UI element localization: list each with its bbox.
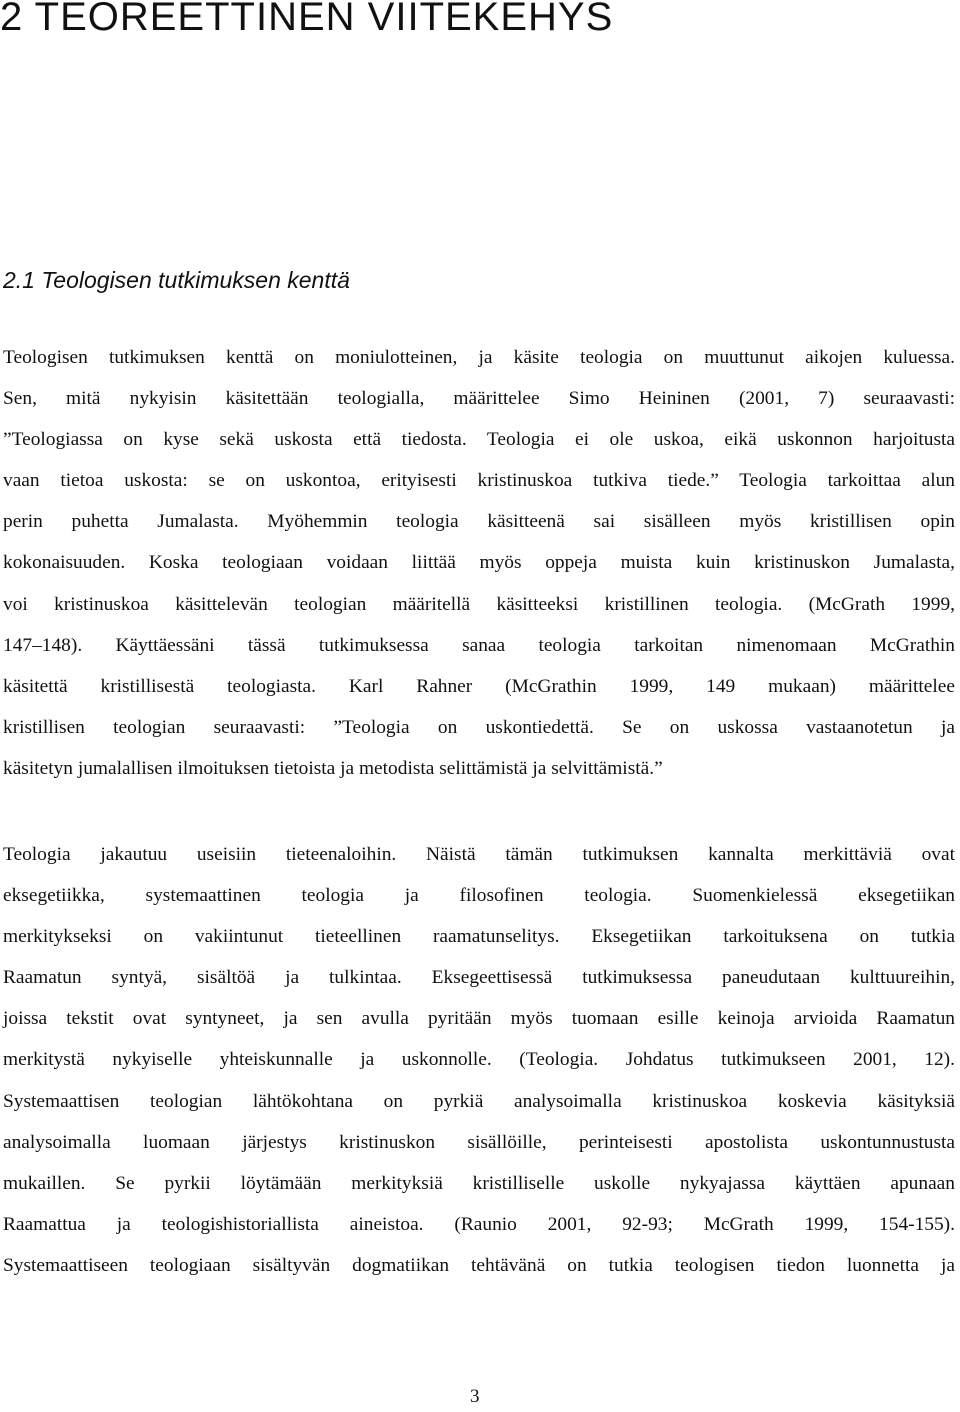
text-line: mukaillen. Se pyrkii löytämään merkityksiä kristilliselle uskolle nykyajassa käyttäen apunaan: [3, 1172, 955, 1194]
text-line: perin puhetta Jumalasta. Myöhemmin teologia käsitteenä sai sisälleen myös kristillisen opin: [3, 511, 955, 533]
text-line: käsitettä kristillisestä teologiasta. Karl Rahner (McGrathin 1999, 149 mukaan) määrittelee: [3, 675, 955, 697]
chapter-title: 2 TEOREETTINEN VIITEKEHYS: [0, 0, 614, 39]
body-paragraph: [3, 834, 955, 1286]
text-line: merkitystä nykyiselle yhteiskunnalle ja uskonnolle. (Teologia. Johdatus tutkimukseen 2001, 12).: [3, 1049, 955, 1071]
text-line: eksegetiikka, systemaattinen teologia ja filosofinen teologia. Suomenkielessä eksegetiikan: [3, 885, 955, 907]
text-line: Systemaattisen teologian lähtökohtana on pyrkiä analysoimalla kristinuskoa koskevia käsityksiä: [3, 1090, 955, 1112]
text-line: vaan tietoa uskosta: se on uskontoa, erityisesti kristinuskoa tutkiva tiede.” Teologia tarkoittaa alun: [3, 470, 955, 492]
text-line: Raamattua ja teologishistoriallista aineistoa. (Raunio 2001, 92-93; McGrath 1999, 154-155).: [3, 1213, 955, 1235]
body-paragraph: [3, 337, 955, 789]
text-line: joissa tekstit ovat syntyneet, ja sen avulla pyritään myös tuomaan esille keinoja arvioida Raamatun: [3, 1008, 955, 1030]
text-line: analysoimalla luomaan järjestys kristinuskon sisällöille, perinteisesti apostolista uskontunnustusta: [3, 1131, 955, 1153]
text-line: Sen, mitä nykyisin käsitettään teologialla, määrittelee Simo Heininen (2001, 7) seuraavasti:: [3, 388, 955, 410]
section-heading: 2.1 Teologisen tutkimuksen kenttä: [3, 267, 350, 293]
text-line: voi kristinuskoa käsittelevän teologian määritellä käsitteeksi kristillinen teologia. (McGrath 1999,: [3, 593, 955, 615]
text-line: Teologia jakautuu useisiin tieteenaloihin. Näistä tämän tutkimuksen kannalta merkittäviä ovat: [3, 844, 955, 865]
text-line: ”Teologiassa on kyse sekä uskosta että tiedosta. Teologia ei ole uskoa, eikä uskonnon harjoitusta: [3, 429, 955, 451]
text-line: 147–148). Käyttäessäni tässä tutkimuksessa sanaa teologia tarkoitan nimenomaan McGrathin: [3, 634, 955, 656]
text-line: kokonaisuuden. Koska teologiaan voidaan liittää myös oppeja muista kuin kristinuskon Jumalasta,: [3, 552, 955, 574]
text-line: Systemaattiseen teologiaan sisältyvän dogmatiikan tehtävänä on tutkia teologisen tiedon luonnetta ja: [3, 1254, 955, 1276]
page-number: 3: [470, 1386, 480, 1407]
text-line: Raamatun syntyä, sisältöä ja tulkintaa. Eksegeettisessä tutkimuksessa paneudutaan kulttuureihin,: [3, 967, 955, 989]
text-line: merkitykseksi on vakiintunut tieteellinen raamatunselitys. Eksegetiikan tarkoituksena on tutkia: [3, 926, 955, 948]
text-line: kristillisen teologian seuraavasti: ”Teologia on uskontiedettä. Se on uskossa vastaanotetun ja: [3, 716, 955, 738]
text-line: Teologisen tutkimuksen kenttä on moniulotteinen, ja käsite teologia on muuttunut aikojen kuluessa.: [3, 347, 955, 368]
text-line: käsitetyn jumalallisen ilmoituksen tietoista ja metodista selittämistä ja selvittämistä.”: [3, 757, 663, 779]
